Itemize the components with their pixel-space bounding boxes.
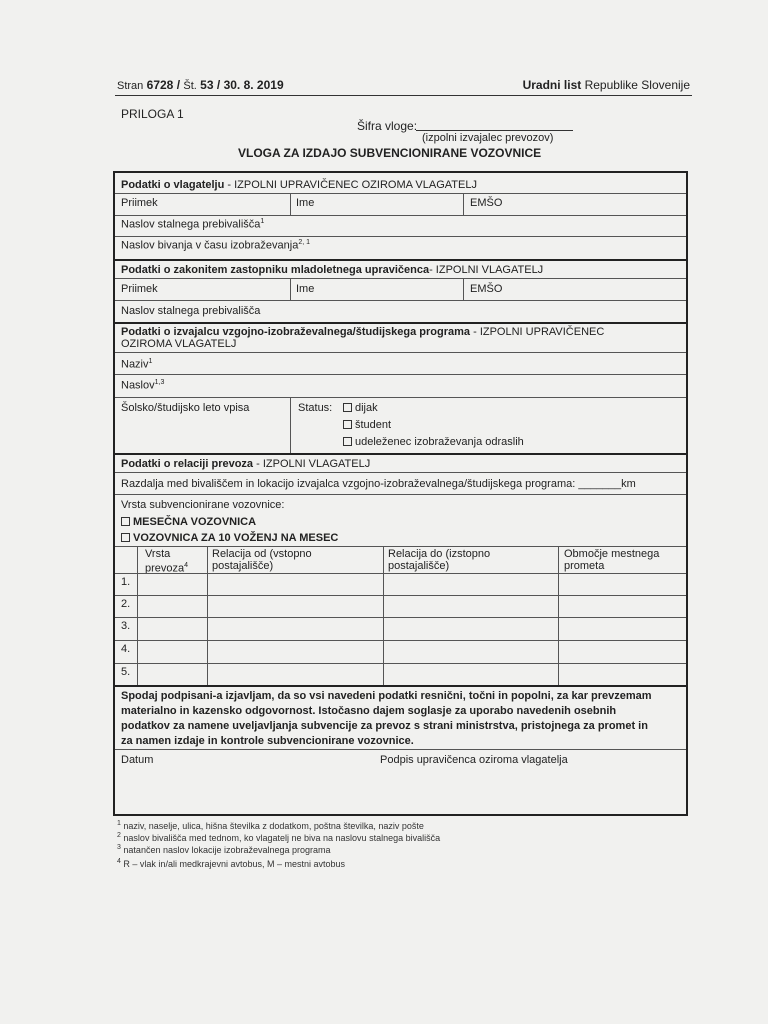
- checkbox-icon[interactable]: [343, 420, 352, 429]
- footnote-ref: 2, 1: [298, 239, 311, 246]
- route-heading-rest: - IZPOLNI VLAGATELJ: [253, 458, 371, 470]
- status-option-label: dijak: [355, 402, 378, 414]
- footnote: [117, 820, 424, 831]
- applicant-study-address-label: Naslov bivanja v času izobraževanja: [121, 239, 299, 252]
- gazette-title-bold: Uradni list: [522, 78, 582, 92]
- ticket-option-label: VOZOVNICA ZA 10 VOŽENJ NA MESEC: [133, 532, 339, 544]
- footnote-ref: 1: [260, 218, 265, 225]
- distance-field[interactable]: Razdalja med bivališčem in lokacijo izvajalca vzgojno-izobraževalnega/študijskega programa: _______km: [121, 478, 636, 490]
- footnote-num: 4: [117, 858, 121, 865]
- footnote-text: naslov bivališča med tednom, ko vlagatelj ne biva na naslovu stalnega bivališča: [123, 833, 441, 843]
- applicant-heading-bold: Podatki o vlagatelju: [121, 179, 225, 191]
- footnote-text: natančen naslov lokacije izobraževalnega programa: [123, 845, 331, 855]
- col-header-from: [212, 548, 312, 572]
- col-header-text: prometa: [564, 560, 605, 572]
- declaration-line: materialno in kazensko odgovornost. Istočasno dajem soglasje za uporabo navedenih osebnih: [121, 705, 617, 717]
- separator: /: [176, 78, 181, 92]
- program-address-label: Naslov: [121, 379, 155, 392]
- program-heading: [121, 326, 604, 338]
- code-label: Šifra vloge:: [357, 119, 418, 133]
- application-code-label: [357, 119, 417, 133]
- program-heading-rest: - IZPOLNI UPRAVIČENEC: [470, 326, 605, 338]
- status-label: Status:: [298, 402, 333, 414]
- issue-number: 53: [200, 78, 214, 92]
- checkbox-icon[interactable]: [121, 533, 130, 542]
- applicant-address-field[interactable]: [121, 218, 264, 231]
- page-prefix: Stran: [117, 80, 144, 92]
- representative-heading-bold: Podatki o zakonitem zastopniku mladoletnega upravičenca: [121, 264, 430, 276]
- ticket-option-monthly[interactable]: [121, 516, 256, 528]
- ticket-type-label: Vrsta subvencionirane vozovnice:: [121, 499, 285, 511]
- gazette-title: [523, 78, 690, 92]
- footnote-num: 2: [117, 832, 121, 839]
- status-option-label: udeleženec izobraževanja odraslih: [355, 436, 524, 448]
- footnote-text: naziv, naselje, ulica, hišna številka z dodatkom, poštna številka, naziv pošte: [123, 821, 424, 831]
- program-heading-bold: Podatki o izvajalcu vzgojno-izobraževalnega/študijskega programa: [121, 326, 471, 338]
- route-heading-bold: Podatki o relaciji prevoza: [121, 458, 254, 470]
- representative-address-field[interactable]: Naslov stalnega prebivališča: [121, 305, 261, 317]
- col-header-text: postajališče): [388, 560, 450, 572]
- footnote-ref: 4: [184, 562, 189, 569]
- col-header-text: Relacija od (vstopno: [212, 548, 312, 560]
- annex-label: PRILOGA 1: [121, 107, 184, 121]
- program-address-field[interactable]: [121, 379, 164, 392]
- program-name-field[interactable]: [121, 358, 152, 371]
- gazette-title-rest: Republike Slovenije: [584, 78, 690, 92]
- ticket-option-10-rides[interactable]: [121, 532, 338, 544]
- declaration-text: [121, 689, 684, 749]
- date-field[interactable]: Datum: [121, 754, 154, 766]
- separator: /: [216, 78, 221, 92]
- applicant-study-address-field[interactable]: [121, 239, 310, 252]
- applicant-emso-field[interactable]: EMŠO: [470, 197, 503, 209]
- declaration-line: za namen izdaje in kontrole subvencionirane vozovnice.: [121, 735, 414, 747]
- table-row[interactable]: 3.: [121, 620, 131, 632]
- col-header-text: Območje mestnega: [564, 548, 660, 560]
- issue-date: 30. 8. 2019: [223, 78, 284, 92]
- form-title: VLOGA ZA IZDAJO SUBVENCIONIRANE VOZOVNICE: [238, 146, 542, 160]
- status-option-label: študent: [355, 419, 392, 431]
- route-heading: [121, 458, 370, 470]
- application-form: [113, 171, 688, 816]
- representative-name-field[interactable]: Ime: [296, 283, 315, 295]
- col-header-text: postajališče): [212, 560, 274, 572]
- col-header-text: Vrsta: [145, 548, 171, 560]
- applicant-surname-field[interactable]: Priimek: [121, 197, 158, 209]
- issue-prefix: Št.: [183, 80, 197, 92]
- declaration-line: podatkov za namene uveljavljanja subvencije za prevoz s strani ministrstva, pristojnega za promet in: [121, 720, 648, 732]
- program-heading-line2: OZIROMA VLAGATELJ: [121, 338, 237, 350]
- applicant-heading-rest: - IZPOLNI UPRAVIČENEC OZIROMA VLAGATELJ: [224, 179, 477, 191]
- checkbox-icon[interactable]: [343, 403, 352, 412]
- footnote-ref: 1: [148, 358, 153, 365]
- checkbox-icon[interactable]: [121, 517, 130, 526]
- ticket-option-label: MESEČNA VOZOVNICA: [133, 516, 257, 528]
- footnote-num: 3: [117, 844, 121, 851]
- representative-heading: [121, 264, 543, 276]
- col-header-area: [564, 548, 659, 572]
- col-header-text: prevoza: [145, 562, 185, 575]
- status-option-adult[interactable]: [343, 436, 524, 448]
- table-row[interactable]: 1.: [121, 576, 131, 588]
- page-number: 6728: [146, 78, 174, 92]
- table-row[interactable]: 2.: [121, 598, 131, 610]
- application-code-field[interactable]: [416, 130, 573, 131]
- header-rule: [115, 95, 692, 96]
- applicant-heading: [121, 179, 477, 191]
- footnote: [117, 832, 440, 843]
- applicant-address-label: Naslov stalnega prebivališča: [121, 218, 261, 231]
- status-option-pupil[interactable]: [343, 402, 378, 414]
- gazette-page-info: [117, 78, 284, 92]
- table-row[interactable]: 4.: [121, 643, 131, 655]
- footnote: [117, 844, 331, 855]
- representative-emso-field[interactable]: EMŠO: [470, 283, 503, 295]
- col-header-type: [145, 548, 188, 575]
- col-header-to: [388, 548, 490, 572]
- representative-surname-field[interactable]: Priimek: [121, 283, 158, 295]
- footnote-text: R – vlak in/ali medkrajevni avtobus, M – mestni avtobus: [123, 859, 346, 869]
- representative-heading-rest: - IZPOLNI VLAGATELJ: [429, 264, 544, 276]
- status-option-student[interactable]: [343, 419, 391, 431]
- footnote-num: 1: [117, 820, 121, 827]
- footnote-ref: 1,3: [154, 379, 165, 386]
- col-header-text: Relacija do (izstopno: [388, 548, 491, 560]
- signature-field[interactable]: Podpis upravičenca oziroma vlagatelja: [380, 754, 568, 766]
- applicant-name-field[interactable]: Ime: [296, 197, 315, 209]
- table-row[interactable]: 5.: [121, 666, 131, 678]
- school-year-field[interactable]: Šolsko/študijsko leto vpisa: [121, 402, 250, 414]
- footnote: [117, 858, 345, 869]
- declaration-line: Spodaj podpisani-a izjavljam, da so vsi navedeni podatki resnični, točni in popolni, za kar prevzemam: [121, 690, 652, 702]
- code-hint: (izpolni izvajalec prevozov): [422, 132, 554, 144]
- checkbox-icon[interactable]: [343, 437, 352, 446]
- program-name-label: Naziv: [121, 358, 149, 371]
